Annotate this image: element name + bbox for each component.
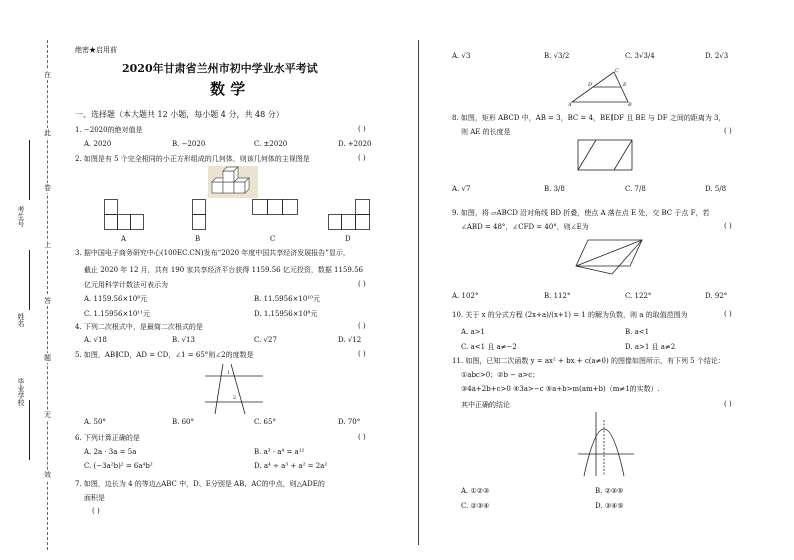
q5-option-c[interactable]: C. 65°	[254, 418, 276, 426]
field-school-line[interactable]	[29, 400, 30, 460]
field-name-label: 姓名	[17, 313, 25, 327]
q8-option-d[interactable]: D. 5/8	[705, 185, 727, 193]
q8-line-2: 则 AE 的长度是	[461, 128, 511, 136]
q9-parallelogram-figure	[572, 232, 650, 276]
q10-stem: 10. 关于 x 的分式方程 (2x+a)/(x+1) = 1 的解为负数，则 a 的取值范围为	[452, 311, 688, 319]
svg-text:A: A	[568, 102, 572, 108]
q3-answer-bracket[interactable]: ( )	[358, 280, 366, 288]
q1-option-c[interactable]: C. ±2020	[254, 140, 288, 148]
q11-conclusions-2: ③4a+2b+c>0 ④3a>−c ⑤a+b>m(am+b)（m≠1的实数）.	[461, 385, 660, 393]
q11-option-d[interactable]: D. ③④⑤	[595, 502, 624, 510]
q3-option-a[interactable]: A. 1159.56×10⁸元	[84, 295, 148, 303]
q11-answer-bracket[interactable]: ( )	[724, 400, 732, 408]
q4-option-b[interactable]: B. √13	[172, 336, 195, 344]
q8-line-1: 8. 如图，矩形 ABCD 中，AB = 3，BC = 4，BE∥DF 且 BE 与 DF 之间的距离为 3，	[452, 114, 726, 122]
field-name-line[interactable]	[29, 250, 30, 310]
secret-mark: 绝密★启用前	[75, 46, 117, 54]
q2-solid-figure	[208, 166, 258, 198]
q4-option-d[interactable]: D. √12	[338, 336, 362, 344]
q9-answer-bracket[interactable]: ( )	[724, 222, 732, 230]
q6-option-a[interactable]: A. 2a · 3a = 5a	[84, 448, 137, 456]
svg-text:C: C	[615, 68, 619, 74]
q2-option-d-view[interactable]	[328, 199, 370, 230]
q6-stem: 6. 下列计算正确的是	[75, 434, 140, 442]
q1-stem: 1. −2020的绝对值是	[75, 126, 143, 134]
q10-option-d[interactable]: D. a>1 且 a≠2	[625, 343, 676, 351]
q9-option-b[interactable]: B. 112°	[544, 292, 571, 300]
field-student-id-label: 考生号	[17, 206, 25, 227]
q1-option-b[interactable]: B. −2020	[172, 140, 206, 148]
q2-option-c-view[interactable]	[252, 199, 298, 215]
q3-line-3: 亿元用科学计数法可表示为	[84, 281, 168, 289]
q1-answer-bracket[interactable]: ( )	[358, 125, 366, 133]
q9-line-2: ∠ABD = 48°，∠CFD = 40°，则∠E为	[461, 223, 589, 231]
q7-option-c[interactable]: C. 3√3/4	[625, 52, 655, 60]
q5-option-b[interactable]: B. 60°	[172, 418, 195, 426]
q8-rectangle-figure	[574, 136, 638, 176]
q5-answer-bracket[interactable]: ( )	[358, 350, 366, 358]
q4-option-a[interactable]: A. √18	[84, 336, 107, 344]
q2-label-b: B	[195, 235, 201, 243]
q8-option-a[interactable]: A. √7	[452, 185, 471, 193]
q2-option-a-view[interactable]	[104, 199, 144, 230]
q11-stem: 11. 如图，已知二次函数 y = ax² + bx + c(a≠0) 的图像如图所示，有下列 5 个结论：	[452, 357, 725, 365]
q7-triangle-figure	[568, 68, 638, 106]
q2-answer-bracket[interactable]: ( )	[358, 154, 366, 162]
q9-line-1: 9. 如图，将 ▱ABCD 沿对角线 BD 折叠，使点 A 落在点 E 处，交 BC 于点 F，若	[452, 209, 710, 217]
binding-char: 效	[44, 471, 51, 479]
q6-option-d[interactable]: D. a⁴ ÷ a³ + a² = 2a²	[254, 462, 328, 470]
q11-option-c[interactable]: C. ②③④	[461, 502, 490, 510]
svg-text:1: 1	[227, 370, 231, 376]
q10-option-a[interactable]: A. a>1	[461, 328, 485, 336]
q1-option-a[interactable]: A. 2020	[84, 140, 112, 148]
field-school-label: 毕业学校	[17, 378, 25, 406]
q7-line-1: 7. 如图，边长为 4 的等边△ABC 中，D、E分别是 AB、AC的中点，则△ADE的	[75, 480, 325, 488]
q5-option-a[interactable]: A. 50°	[84, 418, 106, 426]
q11-conclusions-1: ①abc>0；②b − a>c；	[461, 371, 540, 379]
q3-line-2: 截止 2020 年 12 月，共有 190 家共享经济平台获得 1159.56 亿元投资，数据 1159.56	[84, 266, 364, 274]
svg-text:D: D	[588, 82, 593, 88]
binding-char: 卷	[44, 184, 51, 192]
q10-option-b[interactable]: B. a<1	[625, 328, 650, 336]
svg-text:E: E	[623, 82, 627, 88]
q8-option-c[interactable]: C. 7/8	[625, 185, 646, 193]
q5-option-d[interactable]: D. 70°	[338, 418, 361, 426]
q6-option-b[interactable]: B. a³ · a⁴ = a¹²	[254, 448, 305, 456]
q3-option-c[interactable]: C. 1.15956×10¹¹元	[84, 310, 150, 318]
q2-option-b-view[interactable]	[192, 199, 206, 230]
binding-char: 此	[44, 129, 51, 137]
q6-answer-bracket[interactable]: ( )	[358, 433, 366, 441]
q2-label-c: C	[270, 235, 276, 243]
q11-parabola-graph	[578, 410, 634, 476]
q9-option-a[interactable]: A. 102°	[452, 292, 479, 300]
binding-char: 题	[44, 354, 51, 362]
q7-line-2: 面积是	[84, 494, 105, 502]
q4-stem: 4. 下列二次根式中，是最简二次根式的是	[75, 323, 203, 331]
column-divider	[418, 40, 419, 545]
q3-option-b[interactable]: B. 11.5956×10¹⁰元	[254, 295, 320, 303]
q4-answer-bracket[interactable]: ( )	[358, 322, 366, 330]
q4-option-c[interactable]: C. √27	[254, 336, 277, 344]
q1-option-d[interactable]: D. +2020	[338, 140, 372, 148]
q8-option-b[interactable]: B. 3/8	[544, 185, 565, 193]
binding-char: 答	[44, 297, 51, 305]
binding-char: 在	[44, 71, 51, 79]
q3-option-d[interactable]: D. 1.15956×10⁸元	[254, 310, 318, 318]
svg-text:2: 2	[233, 395, 237, 401]
q11-option-a[interactable]: A. ①②③	[461, 487, 490, 495]
q9-option-c[interactable]: C. 122°	[625, 292, 652, 300]
q7-option-d[interactable]: D. 2√3	[705, 52, 729, 60]
q6-option-c[interactable]: C. (−3a²b)² = 6a⁴b²	[84, 462, 153, 470]
q5-stem: 5. 如图，AB∥CD，AD = CD，∠1 = 65°则∠2的度数是	[75, 351, 254, 359]
q8-answer-bracket[interactable]: ( )	[724, 127, 732, 135]
binding-char: 上	[44, 241, 51, 249]
subject-title: 数 学	[210, 80, 246, 98]
q2-label-d: D	[345, 235, 351, 243]
q11-option-b[interactable]: B. ②③⑤	[595, 487, 624, 495]
section-heading: 一、选择题（本大题共 12 小题，每小题 4 分，共 48 分）	[75, 110, 284, 119]
q2-label-a: A	[121, 235, 127, 243]
svg-text:B: B	[628, 102, 632, 108]
q7-answer-bracket[interactable]: ( )	[92, 507, 100, 515]
q2-stem: 2. 如图是有 5 个完全相同的小正方形组成的几何体，则该几何体的主视图是	[75, 155, 310, 163]
field-student-id-line[interactable]	[29, 140, 30, 200]
q10-answer-bracket[interactable]: ( )	[724, 310, 732, 318]
q10-option-c[interactable]: C. a<1 且 a≠−2	[461, 343, 517, 351]
q9-option-d[interactable]: D. 92°	[705, 292, 728, 300]
q3-line-1: 3. 据中国电子商务研究中心(100EC.CN)发布“2020 年度中国共享经济发展报告”显示，	[75, 249, 350, 257]
binding-char: 无	[44, 411, 51, 419]
q11-ask: 其中正确的结论	[461, 401, 510, 409]
q5-parallel-lines-figure	[205, 362, 263, 414]
q7-option-a[interactable]: A. √3	[452, 52, 471, 60]
q7-option-b[interactable]: B. √3/2	[544, 52, 570, 60]
exam-title: 2020年甘肃省兰州市初中学业水平考试	[122, 62, 318, 75]
